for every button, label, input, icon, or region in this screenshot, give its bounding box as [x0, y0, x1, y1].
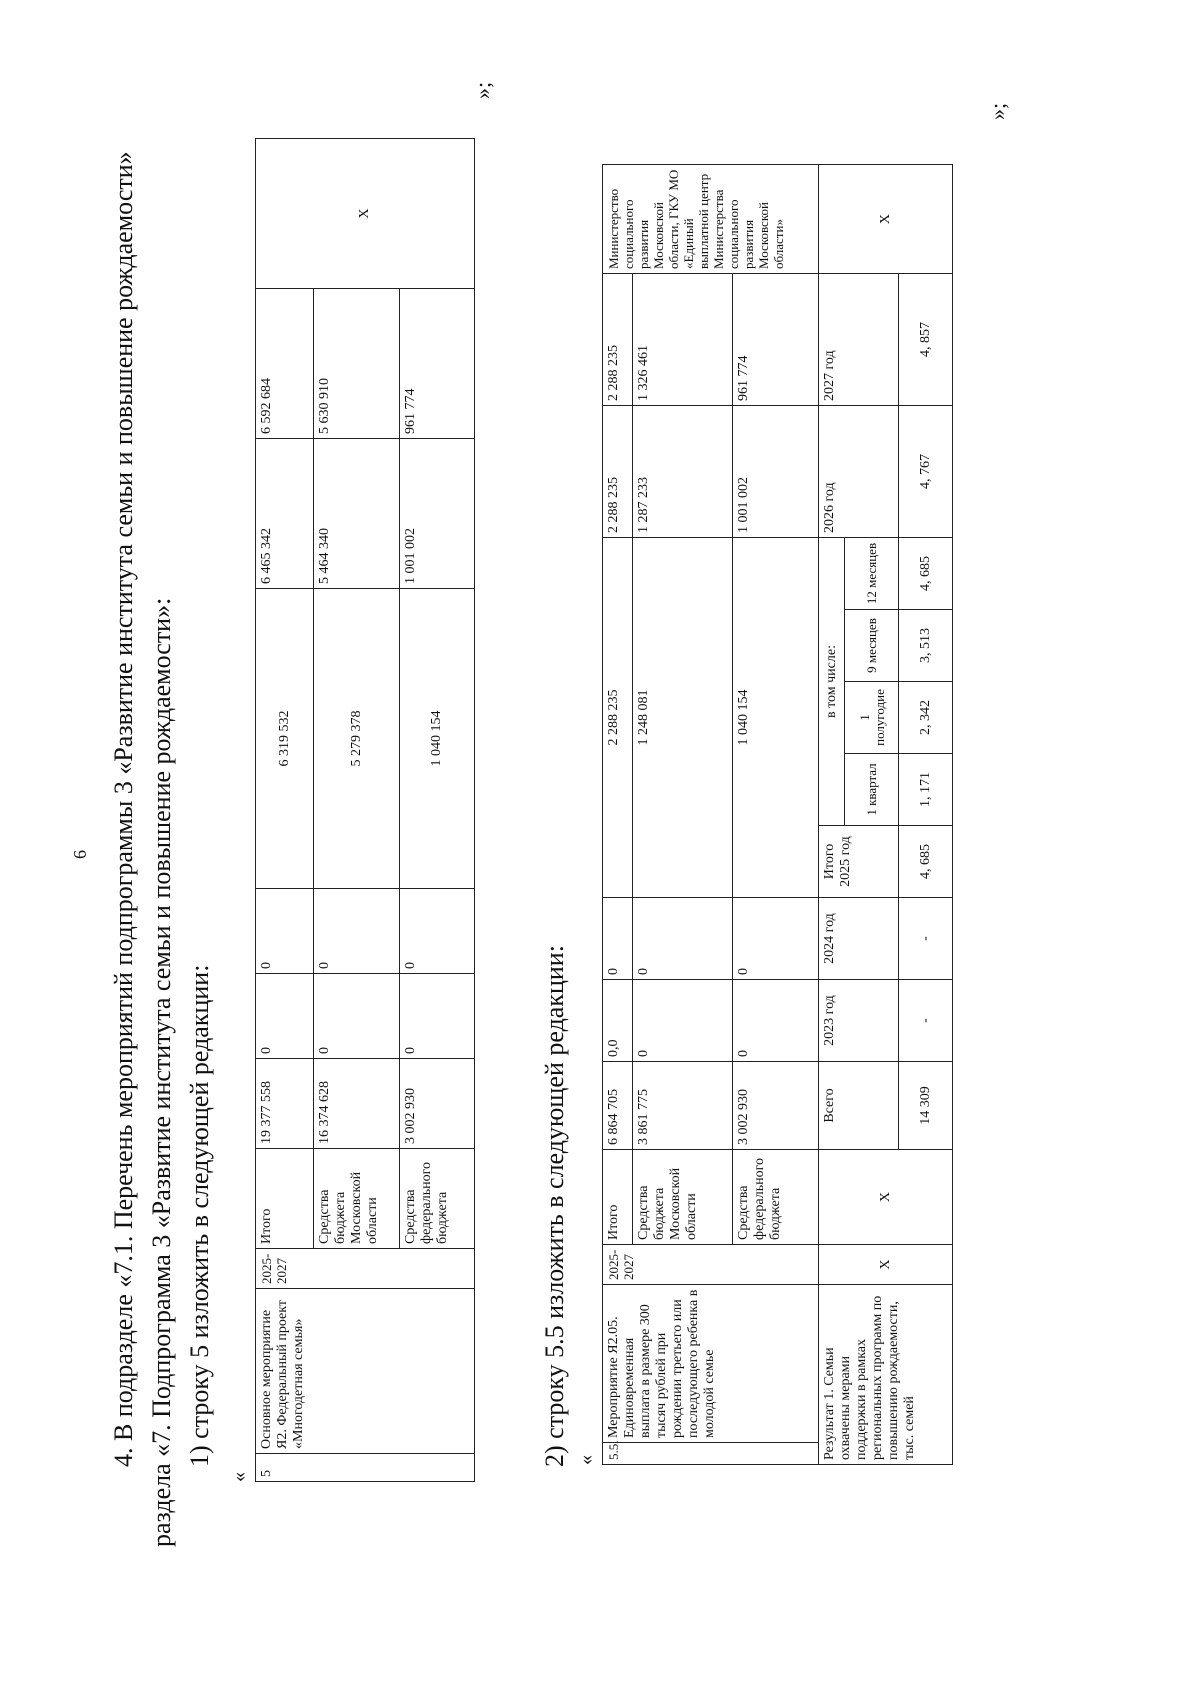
value-2024: 0 [603, 898, 633, 980]
quote-close-2: »; [985, 102, 1010, 120]
quote-close-1: »; [470, 81, 495, 99]
value-2023: 0 [733, 980, 819, 1062]
funding-source: Средства федерального бюджета [400, 1149, 475, 1249]
result-value-12m: 4, 685 [899, 538, 953, 610]
result-period: X [819, 1245, 953, 1285]
result-header-2025: Итого 2025 год [819, 826, 899, 898]
value-2027: 2 288 235 [603, 274, 633, 406]
result-value-2023: - [899, 980, 953, 1062]
value-2027: 6 592 684 [256, 289, 314, 439]
result-header-12m: 12 месяцев [845, 538, 899, 610]
total-value: 3 002 930 [733, 1062, 819, 1150]
value-2026: 6 465 342 [256, 439, 314, 589]
amendment-heading [105, 127, 219, 1547]
value-2025: 5 279 378 [314, 589, 400, 889]
total-value: 3 002 930 [400, 1059, 475, 1149]
heading-line-2: раздела «7. Подпрограмма 3 «Развитие института семьи и повышение рождаемости»: [147, 597, 176, 1547]
value-2026: 5 464 340 [314, 439, 400, 589]
value-2027: 961 774 [400, 289, 475, 439]
result-header-q1: 1 квартал [845, 754, 899, 826]
result-value-2027: 4, 857 [899, 274, 953, 406]
result-header-incl: в том числе: [819, 538, 845, 826]
funding-source: Итого [603, 1150, 633, 1245]
value-2024: 0 [633, 898, 733, 980]
value-2023: 0 [314, 974, 400, 1059]
total-value: 6 864 705 [603, 1062, 633, 1150]
value-2027: 961 774 [733, 274, 819, 406]
heading-line-1: 4. В подразделе «7.1. Перечень мероприятий подпрограммы 3 «Развитие института семьи и повышение рождаемости» [109, 151, 138, 1467]
result-header-2023: 2023 год [819, 980, 899, 1062]
result-header-2026: 2026 год [819, 406, 899, 538]
funding-source: Средства бюджета Московской области [314, 1149, 400, 1249]
value-2027: 1 326 461 [633, 274, 733, 406]
value-2026: 1 001 002 [733, 406, 819, 538]
value-2024: 0 [733, 898, 819, 980]
activity-name: Основное мероприятие Я2. Федеральный проект «Многодетная семья» [256, 1289, 475, 1454]
funding-source: Средства бюджета Московской области [633, 1150, 733, 1245]
result-name: Результат 1. Семьи охвачены мерами поддержки в рамках региональных программ по повышению рождаемости, тыс. семей [819, 1285, 953, 1465]
result-value-h1: 2, 342 [899, 682, 953, 754]
result-value-2024: - [899, 898, 953, 980]
value-2027: 5 630 910 [314, 289, 400, 439]
result-header-total: Всего [819, 1062, 899, 1150]
responsible: Министерство социального развития Московской области, ГКУ МО «Единый выплатной центр Министерства социального развития Московской области» [603, 165, 819, 274]
responsible: X [256, 139, 475, 289]
result-header-2024: 2024 год [819, 898, 899, 980]
value-2023: 0,0 [603, 980, 633, 1062]
result-responsible: X [819, 165, 953, 274]
result-value-q1: 1, 171 [899, 754, 953, 826]
value-2025: 1 248 081 [633, 538, 733, 898]
result-header-h1: 1 полугодие [845, 682, 899, 754]
value-2026: 2 288 235 [603, 406, 633, 538]
result-value-total: 14 309 [899, 1062, 953, 1150]
value-2023: 0 [256, 974, 314, 1059]
total-value: 16 374 628 [314, 1059, 400, 1149]
page-number: 6 [70, 850, 90, 859]
period: 2025-2027 [256, 1249, 475, 1289]
quote-open-2: « [575, 1455, 597, 1465]
quote-open-1: « [228, 1472, 250, 1482]
result-value-2025: 4, 685 [899, 826, 953, 898]
value-2024: 0 [400, 889, 475, 974]
result-header-9m: 9 месяцев [845, 610, 899, 682]
result-value-9m: 3, 513 [899, 610, 953, 682]
instruction-2: 2) строку 5.5 изложить в следующей редакции: [540, 945, 569, 1467]
value-2023: 0 [400, 974, 475, 1059]
value-2025: 2 288 235 [603, 538, 633, 898]
value-2024: 0 [314, 889, 400, 974]
table-row-5-5 [602, 164, 953, 1465]
row-number: 5 [256, 1454, 475, 1482]
result-source: X [819, 1150, 953, 1245]
heading-line-3: 1) строку 5 изложить в следующей редакции: [185, 964, 214, 1467]
total-value: 3 861 775 [633, 1062, 733, 1150]
period: 2025-2027 [603, 1245, 819, 1285]
total-value: 19 377 558 [256, 1059, 314, 1149]
funding-source: Итого [256, 1149, 314, 1249]
value-2026: 1 001 002 [400, 439, 475, 589]
value-2025: 1 040 154 [733, 538, 819, 898]
value-2025: 6 319 532 [256, 589, 314, 889]
activity-name: Мероприятие Я2.05. Единовременная выплата в размере 300 тысяч рублей при рождении третьего или последующего ребенка в молодой семье [603, 1285, 819, 1443]
funding-source: Средства федерального бюджета [733, 1150, 819, 1245]
result-value-2026: 4, 767 [899, 406, 953, 538]
value-2024: 0 [256, 889, 314, 974]
row-number: 5.5. [603, 1443, 819, 1465]
value-2023: 0 [633, 980, 733, 1062]
table-row-5 [255, 138, 475, 1482]
value-2025: 1 040 154 [400, 589, 475, 889]
result-header-2027: 2027 год [819, 274, 899, 406]
value-2026: 1 287 233 [633, 406, 733, 538]
